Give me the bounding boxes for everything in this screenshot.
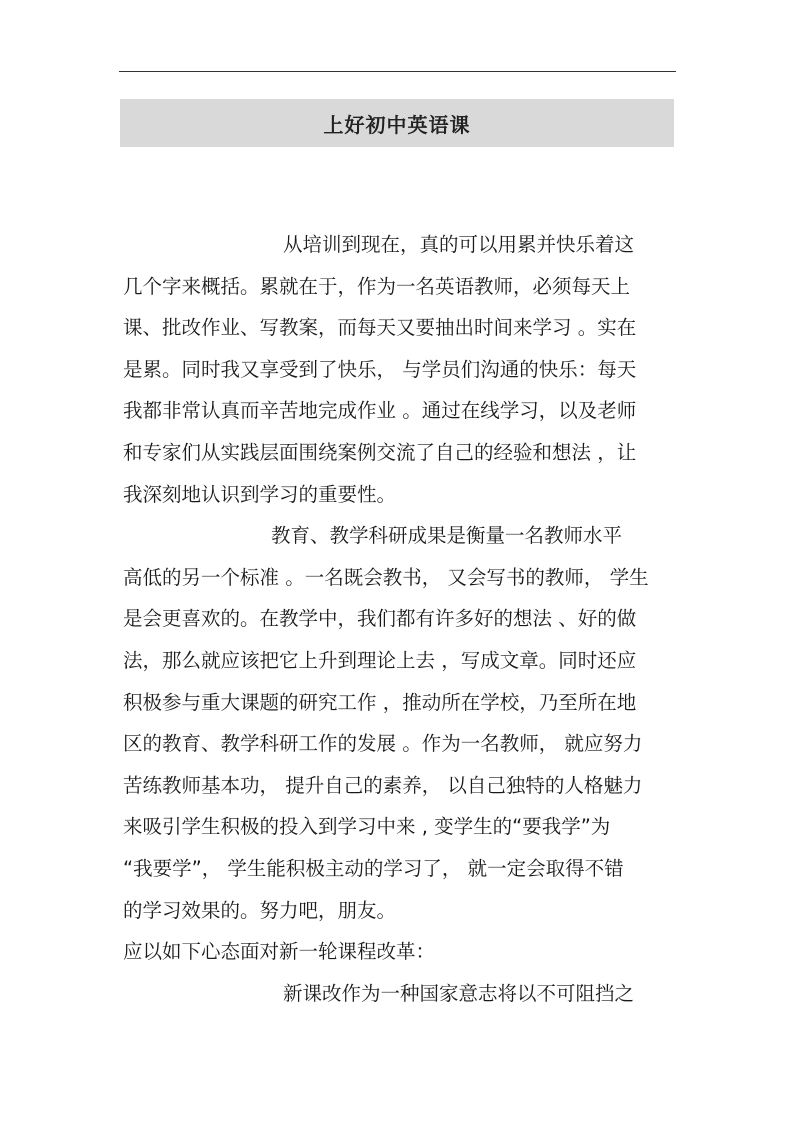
paragraph-line: 高低的另一个标准 。一名既会教书， 又会写书的教师， 学生	[123, 565, 649, 589]
document-title: 上好初中英语课	[323, 112, 471, 137]
paragraph-line: 积极参与重大课题的研究工作 ，推动所在学校，乃至所在地	[123, 690, 637, 714]
paragraph-line: 几个字来概括。累就在于，作为一名英语教师，必须每天上	[123, 274, 631, 298]
paragraph-line: 我都非常认真而辛苦地完成作业 。通过在线学习，以及老师	[123, 399, 637, 423]
paragraph-line: 苦练教师基本功， 提升自己的素养， 以自己独特的人格魅力	[123, 773, 643, 797]
paragraph-line: 从培训到现在，真的可以用累并快乐着这	[283, 233, 635, 256]
paragraph-line: 的学习效果的。努力吧，朋友。	[123, 898, 397, 922]
paragraph-line: 教育、教学科研成果是衡量一名教师水平	[271, 524, 623, 548]
paragraph-line: 和专家们从实践层面围绕案例交流了自己的经验和想法 ，让	[123, 440, 637, 464]
paragraph-line: 是累。同时我又享受到了快乐， 与学员们沟通的快乐：每天	[123, 357, 637, 381]
paragraph-line: “我要学”， 学生能积极主动的学习了， 就一定会取得不错	[123, 856, 624, 880]
document-body	[123, 224, 671, 1014]
paragraph-line: 法，那么就应该把它上升到理论上去 ，写成文章。同时还应	[123, 648, 637, 672]
paragraph-line: 新课改作为一种国家意志将以不可阻挡之	[283, 981, 635, 1005]
paragraph-line: 应以如下心态面对新一轮课程改革：	[123, 940, 436, 964]
paragraph-line: 课、批改作业、写教案，而每天又要抽出时间来学习 。实在	[123, 316, 637, 340]
header-rule	[119, 71, 676, 72]
paragraph-line: 区的教育、教学科研工作的发展 。作为一名教师， 就应努力	[123, 732, 643, 756]
title-banner	[120, 99, 674, 147]
paragraph-line: 我深刻地认识到学习的重要性。	[123, 482, 397, 506]
paragraph-line: 来吸引学生积极的投入到学习中来 , 变学生的“要我学”为	[123, 815, 611, 839]
paragraph-line: 是会更喜欢的。在教学中，我们都有许多好的想法 、好的做	[123, 607, 637, 631]
